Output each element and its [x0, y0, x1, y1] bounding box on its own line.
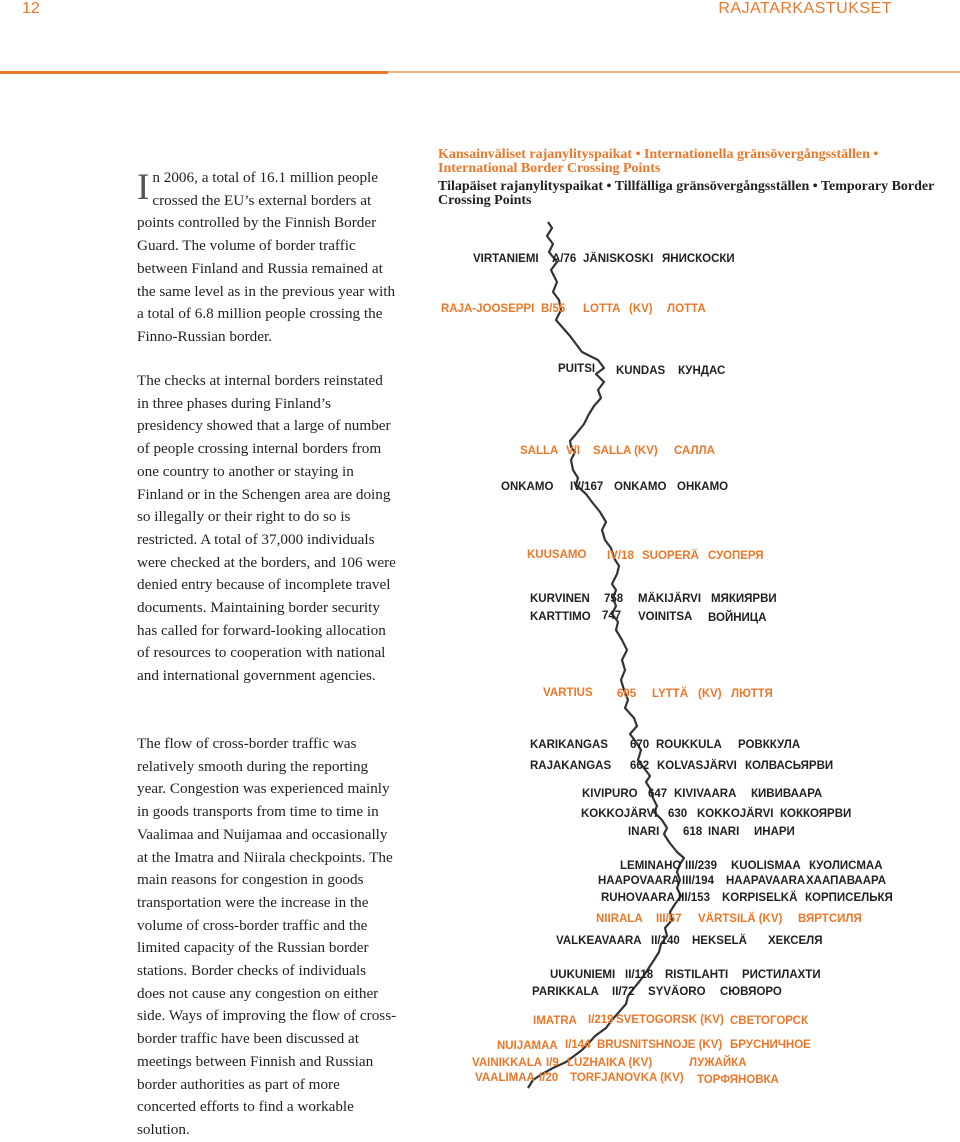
map-label-hekselä-ru: ХЕКСЕЛЯ: [768, 935, 823, 947]
map-label-n-iii239: III/239: [685, 860, 717, 872]
map-label-salla-kv: SALLA (KV): [593, 445, 658, 457]
map-label-vartsila: VÄRTSILÄ (KV): [698, 913, 783, 925]
map-label-parikkala: PARIKKALA: [532, 986, 599, 998]
map-label-kivivaara-ru: КИВИВААРА: [751, 788, 823, 800]
map-label-luzhaika: LUZHAIKA (KV): [567, 1057, 653, 1069]
map-label-voinitsa-ru: ВОЙНИЦА: [708, 612, 767, 624]
map-label-kokkojarvi: KOKKOJÄRVI: [581, 808, 658, 820]
map-label-kurvinen: KURVINEN: [530, 593, 590, 605]
map-label-n-662: 662: [630, 760, 650, 772]
map-label-virtaniemi: VIRTANIEMI: [473, 253, 539, 265]
map-label-haaprovaara: HAAPOVAARA: [598, 875, 680, 887]
map-label-vartius: VARTIUS: [543, 687, 593, 699]
map-label-n-v1: V/I: [566, 445, 581, 457]
map-label-valkeavaara: VALKEAVAARA: [556, 935, 642, 947]
map-label-korpiselka-ru: КОРПИСЕЛЬКЯ: [805, 892, 893, 904]
map-label-n-iv18: IV/18: [607, 550, 634, 562]
map-label-brusnitshnoje-ru: БРУСНИЧНОЕ: [730, 1039, 811, 1051]
map-label-janiskoski: JÄNISKOSKI: [583, 253, 654, 265]
map-label-torfjanovka: TORFJANOVKA (KV): [570, 1072, 684, 1084]
map-label-makijarvi: MÄKIJÄRVI: [638, 593, 702, 605]
map-label-inari2: INARI: [708, 826, 740, 838]
map-label-syvaoro: SYVÄORO: [648, 986, 706, 998]
map-label-n-630: 630: [668, 808, 688, 820]
map-label-rajakangas: RAJAKANGAS: [530, 760, 612, 772]
map-label-torfjanovka-ru: ТОРФЯНОВКА: [697, 1074, 779, 1086]
map-label-n-ii140: II/140: [651, 935, 680, 947]
map-label-syvaoro-ru: СЮВЯОРО: [720, 986, 782, 998]
map-label-n-747: 747: [602, 610, 622, 622]
map-label-n-ii118: II/118: [625, 969, 654, 981]
map-label-roukkula: ROUKKULA: [656, 739, 722, 751]
map-label-svetogorsk-ru: СВЕТОГОРСК: [730, 1015, 808, 1027]
map-label-n-i9: I/9: [546, 1057, 559, 1069]
map-label-haapavaara-ru: ХААПАВААРА: [806, 875, 887, 887]
map-label-n-618: 618: [683, 826, 703, 838]
map-label-ruhovaara: RUHOVAARA: [601, 892, 675, 904]
map-label-brusnitshnoje: BRUSNITSHNOJE (KV): [597, 1039, 723, 1051]
legend-international: Kansainväliset rajanylityspaikat • Internationella gränsövergångsställen • International Border Crossing Points: [438, 147, 879, 176]
page-number: 12: [22, 0, 40, 17]
map-label-lotta-ru: ЛОТТА: [667, 303, 706, 315]
map-label-niirala: NIIRALA: [596, 913, 643, 925]
map-label-n-a76: A/76: [552, 253, 577, 265]
map-label-lytta-ru: ЛЮТТЯ: [731, 688, 773, 700]
map-label-raja-jooseppi: RAJA-JOOSEPPI: [441, 303, 535, 315]
traffic-flow-paragraph: The flow of cross-border traffic was relatively smooth during the reporting year. Congestion was experienced mainly in goods transports from time to time in Vaalimaa and Nuijamaa and occasionally at the Imatra and Niirala checkpoints. The main reasons for congestion in goods transportation were the increase in the volume of cross-border traffic and the limited capacity of the Russian border stations. Border checks of individuals does not cause any congestion on either side. Ways of improving the flow of cross-border traffic have been discussed at meetings between Finnish and Russian border authorities as part of more concerted efforts to find a workable solution.: [137, 735, 397, 1138]
map-label-vartsila-ru: ВЯРТСИЛЯ: [798, 913, 862, 925]
map-label-kokkojarvi-ru: КОККОЯРВИ: [780, 808, 852, 820]
map-label-n-695: 695: [617, 688, 637, 700]
map-label-vaalimaa: VAALIMAA: [475, 1072, 535, 1084]
map-label-n-iii194: III/194: [682, 875, 714, 887]
map-label-karikangas: KARIKANGAS: [530, 739, 608, 751]
map-label-n-758: 758: [604, 593, 624, 605]
map-label-kuolismaa-ru: КУОЛИСМАА: [809, 860, 883, 872]
map-label-kolvasjarvi-ru: КОЛВАСЬЯРВИ: [745, 760, 834, 772]
map-label-kv2: (KV): [698, 688, 722, 700]
internal-borders-paragraph: The checks at internal borders reinstated in three phases during Finland’s presidency showed that a large of number of people crossing internal borders from one country to another or staying in Finland or in the Schengen area are doing so illegally or their right to do so is restricted. A total of 37,000 individuals were checked at the borders, and 106 were denied entry because of incomplete travel documents. Maintaining border security has called for forward-looking allocation of resources to cooperation with national and international government agencies.: [137, 372, 396, 685]
map-label-karttimo: KARTTIMO: [530, 611, 591, 623]
map-label-luzhaika-ru: ЛУЖАЙКА: [689, 1057, 747, 1069]
map-label-n-iv167: IV/167: [570, 481, 604, 493]
map-label-salla-ru: САЛЛА: [674, 445, 715, 457]
legend-temporary: Tilapäiset rajanylityspaikat • Tillfälliga gränsövergångsställen • Temporary Border Crossing Points: [438, 179, 935, 208]
map-label-kuusamo: KUUSAMO: [527, 549, 587, 561]
section-title: RAJATARKASTUKSET: [718, 0, 892, 17]
map-label-korpiselka: KORPISELKÄ: [722, 892, 798, 904]
map-label-nuijamaa: NUIJAMAA: [497, 1040, 558, 1052]
map-label-uukuniemi: UUKUNIEMI: [550, 969, 616, 981]
map-label-kundas-ru: КУНДАС: [678, 365, 726, 377]
map-label-n-iii67: III/67: [656, 913, 682, 925]
map-label-haapavaara: HAAPAVAARA: [726, 875, 806, 887]
map-label-n-i20: I/20: [539, 1072, 559, 1084]
map-label-onkamo-ru: ОНКАМО: [677, 481, 729, 493]
map-label-imatra: IMATRA: [533, 1015, 577, 1027]
map-label-n-i219: I/219: [588, 1014, 614, 1026]
map-label-ristilahti: RISTILAHTI: [665, 969, 729, 981]
map-label-hekselä: HEKSELÄ: [692, 935, 747, 947]
map-label-inari: INARI: [628, 826, 660, 838]
map-label-kundas: KUNDAS: [616, 365, 666, 377]
map-label-kivivaara: KIVIVAARA: [674, 788, 737, 800]
map-label-inari-ru: ИНАРИ: [754, 826, 795, 838]
map-label-n-670: 670: [630, 739, 650, 751]
map-label-kokkojarvi2: KOKKOJÄRVI: [697, 808, 774, 820]
map-label-lotta: LOTTA: [583, 303, 621, 315]
map-label-puitsi: PUITSI: [558, 363, 596, 375]
drop-cap: I: [137, 167, 150, 208]
map-label-n-647: 647: [648, 788, 668, 800]
map-label-janiskoski-ru: ЯНИСКОСКИ: [662, 253, 735, 265]
map-label-roukkula-ru: РОВККУЛА: [738, 739, 801, 751]
map-label-kolvasjarvi: KOLVASJÄRVI: [657, 760, 737, 772]
map-label-lytta: LYTTÄ: [652, 688, 688, 700]
map-label-suopera: SUOPERÄ: [642, 550, 699, 562]
map-label-n-b55: B/55: [541, 303, 566, 315]
map-label-n-iii153: III/153: [678, 892, 710, 904]
map-label-n-ii72: II/72: [612, 986, 635, 998]
map-label-suopera-ru: СУОПЕРЯ: [708, 550, 764, 562]
border-line: [528, 222, 684, 1088]
map-label-makijarvi-ru: МЯКИЯРВИ: [711, 593, 777, 605]
map-label-svetogorsk: SVETOGORSK (KV): [616, 1014, 724, 1026]
map-label-onkamo: ONKAMO: [501, 481, 554, 493]
map-label-ristilahti-ru: РИСТИЛАХТИ: [742, 969, 821, 981]
intro-text: n 2006, a total of 16.1 million people crossed the EU’s external borders at points controlled by the Finnish Border Guard. The volume of border traffic between Finland and Russia remained at the same level as in the previous year with a total of 6.8 million people crossing the Finno-Russian border.: [137, 169, 396, 345]
map-label-n-i144: I/144: [565, 1039, 591, 1051]
map-label-kuolismaa: KUOLISMAA: [731, 860, 801, 872]
map-label-vainikkala: VAINIKKALA: [472, 1057, 543, 1069]
map-label-kv: (KV): [629, 303, 653, 315]
map-label-kivipuro: KIVIPURO: [582, 788, 638, 800]
map-label-salla: SALLA: [520, 445, 559, 457]
map-label-voinitsa: VOINITSA: [638, 611, 693, 623]
map-label-onkamo2: ONKAMO: [614, 481, 667, 493]
map-label-leminaho: LEMINAHO: [620, 860, 682, 872]
